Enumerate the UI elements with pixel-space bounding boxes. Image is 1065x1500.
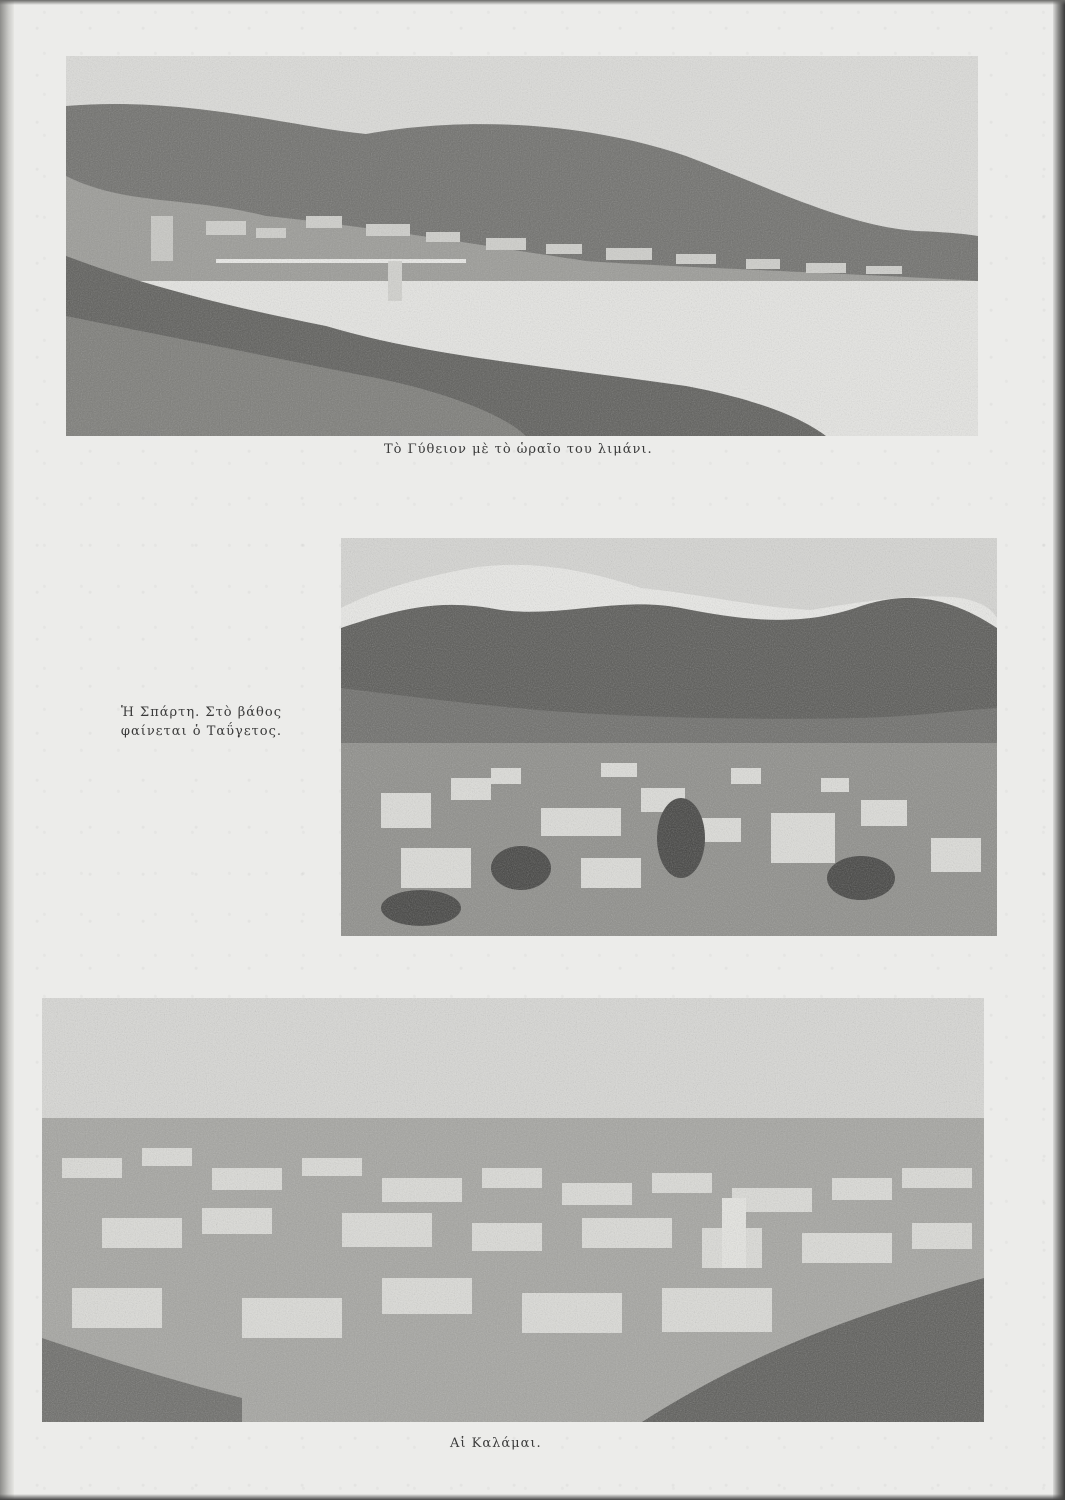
page-binding-left — [0, 0, 14, 1500]
gytheio-photo — [66, 56, 978, 436]
gytheio-caption: Τὸ Γύθειον μὲ τὸ ὡραῖο του λιμάνι. — [384, 442, 653, 457]
city-panorama-photo-icon — [42, 998, 984, 1422]
sparta-caption-line2: φαίνεται ὁ Ταΰγετος. — [120, 724, 282, 739]
mountain-town-photo-icon — [341, 538, 997, 936]
kalamata-photo — [42, 998, 984, 1422]
sparta-photo — [341, 538, 997, 936]
sparta-caption-line1: Ἡ Σπάρτη. Στὸ βάθος — [120, 705, 282, 720]
page-top-edge — [0, 0, 1065, 5]
sparta-caption — [112, 703, 282, 741]
page-binding-right — [1053, 0, 1065, 1500]
harbour-town-photo-icon — [66, 56, 978, 436]
page-bottom-edge — [0, 1494, 1065, 1500]
kalamata-caption: Αἱ Καλάμαι. — [450, 1436, 542, 1451]
